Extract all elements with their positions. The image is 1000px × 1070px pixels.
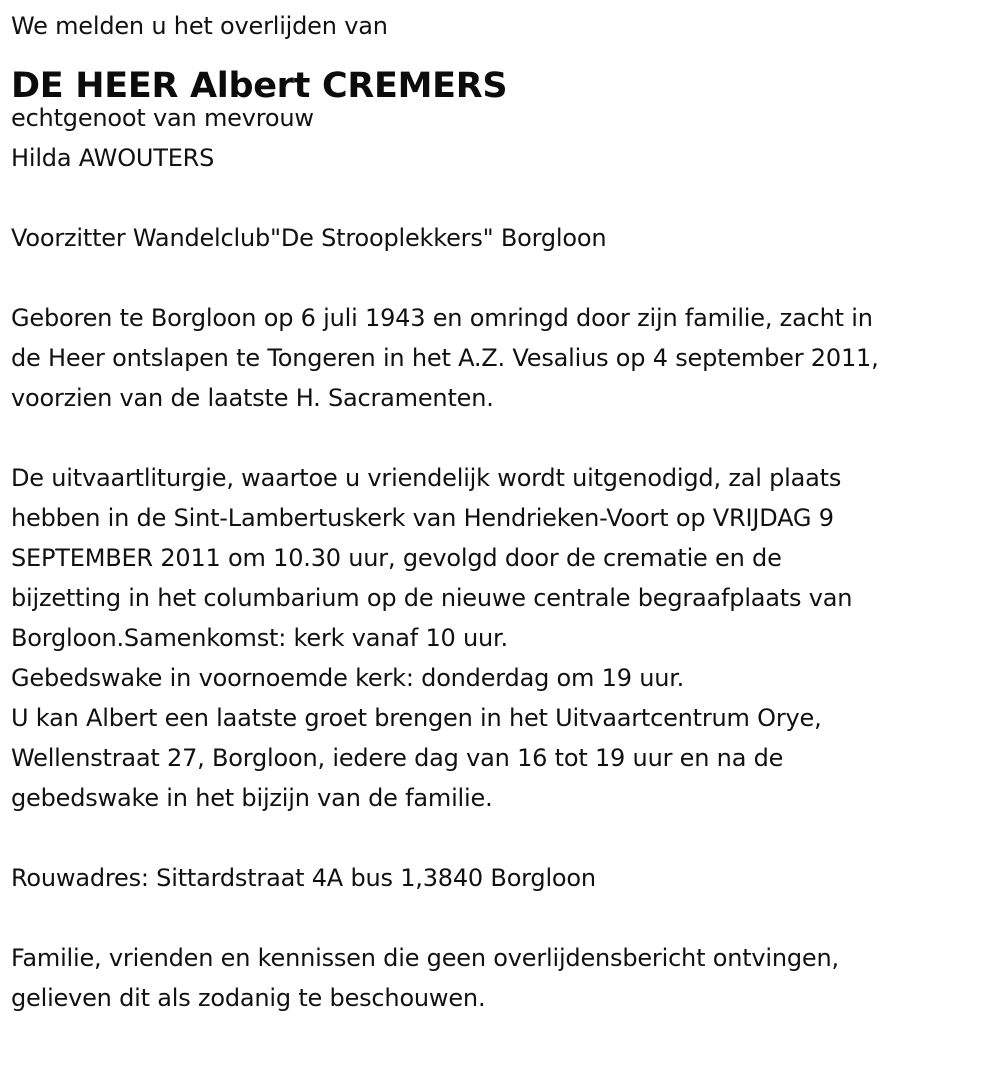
paragraph-line: U kan Albert een laatste groet brengen in het Uitvaartcentrum Orye, [11,704,822,732]
paragraph-line: Geboren te Borgloon op 6 juli 1943 en omringd door zijn familie, zacht in [11,304,873,332]
deceased-name: DE HEER Albert CREMERS [11,66,508,106]
paragraph-line: Familie, vrienden en kennissen die geen overlijdensbericht ontvingen, [11,944,839,972]
closing-paragraph [11,938,996,1018]
paragraph-line: Borgloon.Samenkomst: kerk vanaf 10 uur. [11,624,508,652]
paragraph-line: SEPTEMBER 2011 om 10.30 uur, gevolgd door de crematie en de [11,544,782,572]
paragraph-line: de Heer ontslapen te Tongeren in het A.Z. Vesalius op 4 september 2011, [11,344,879,372]
funeral-paragraph [11,458,996,818]
spacer [11,258,996,298]
role-text: Voorzitter Wandelclub"De Strooplekkers" Borgloon [11,224,607,252]
paragraph-line: Wellenstraat 27, Borgloon, iedere dag van 16 tot 19 uur en na de [11,744,784,772]
spacer [11,818,996,858]
spacer [11,178,996,218]
paragraph-line: De uitvaartliturgie, waartoe u vriendelijk wordt uitgenodigd, zal plaats [11,464,842,492]
paragraph-line: Gebedswake in voornoemde kerk: donderdag om 19 uur. [11,664,685,692]
paragraph-line: gelieven dit als zodanig te beschouwen. [11,984,486,1012]
intro-text: We melden u het overlijden van [11,12,388,40]
paragraph-line: gebedswake in het bijzijn van de familie. [11,784,493,812]
mourning-address: Rouwadres: Sittardstraat 4A bus 1,3840 Borgloon [11,864,596,892]
spouse-label: echtgenoot van mevrouw [11,104,314,132]
paragraph-line: hebben in de Sint-Lambertuskerk van Hendrieken-Voort op VRIJDAG 9 [11,504,834,532]
spacer [11,898,996,938]
paragraph-line: voorzien van de laatste H. Sacramenten. [11,384,494,412]
birth-death-paragraph [11,298,996,418]
spouse-name: Hilda AWOUTERS [11,144,215,172]
death-notice [11,6,996,1018]
spacer [11,418,996,458]
paragraph-line: bijzetting in het columbarium op de nieuwe centrale begraafplaats van [11,584,853,612]
